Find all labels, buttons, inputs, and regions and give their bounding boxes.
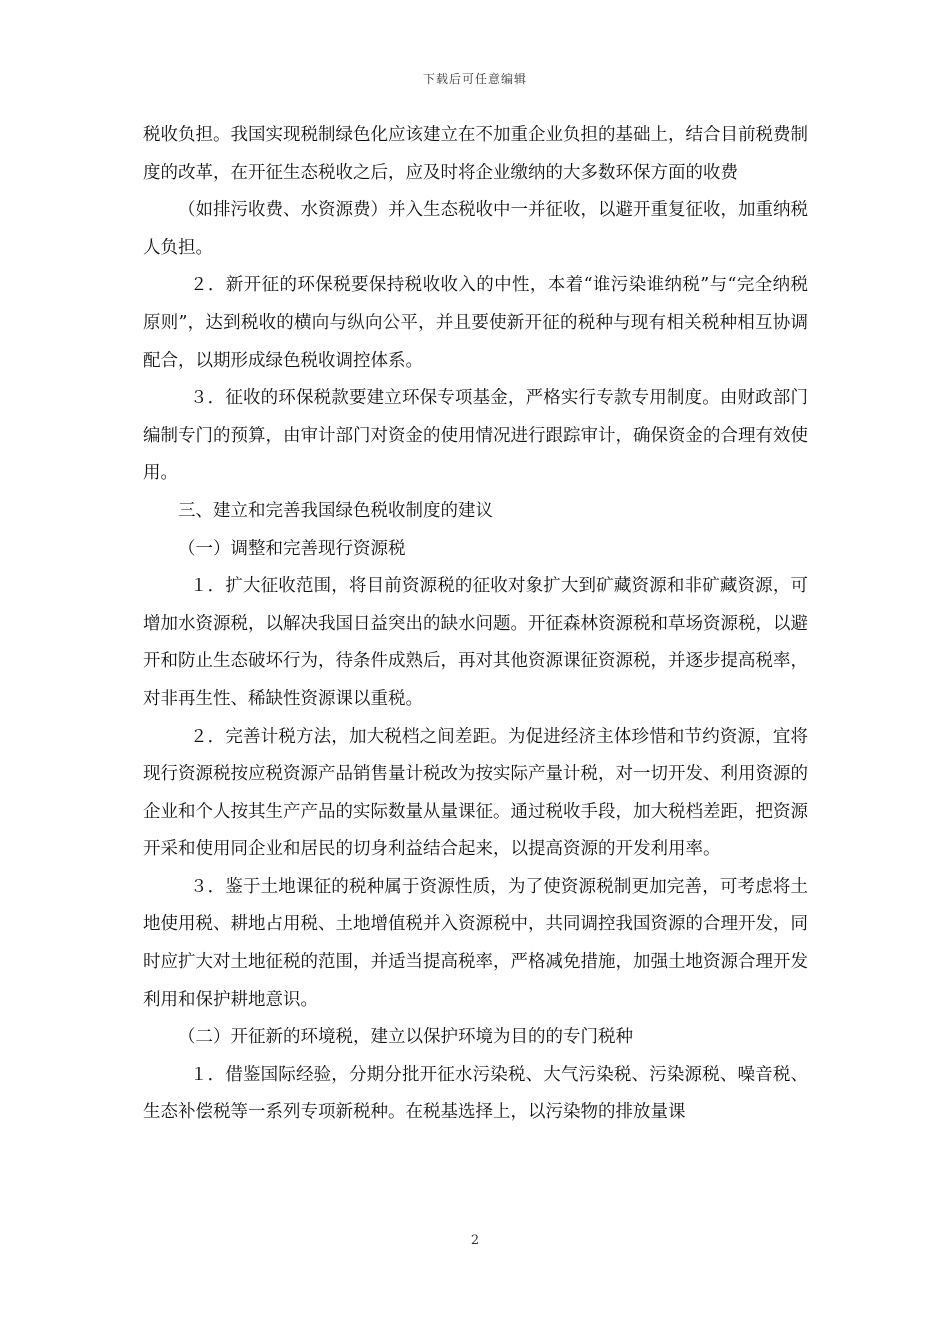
paragraph: ２．完善计税方法，加大税档之间差距。为促进经济主体珍惜和节约资源，宜将现行资源税按应税资源产品销售量计税改为按实际产量计税，对一切开发、利用资源的企业和个人按其生产产品的实际数量从量课征。通过税收手段，加大税档差距，把资源开采和使用同企业和居民的切身利益结合起来，以提高资源的开发利用率。 <box>143 726 808 860</box>
section-heading: 三、建立和完善我国绿色税收制度的建议 <box>178 500 493 521</box>
page-number: 2 <box>470 1233 480 1248</box>
subsection-heading: （二）开征新的环境税，建立以保护环境为目的的专门税种 <box>178 1027 633 1048</box>
paragraph: ３．征收的环保税款要建立环保专项基金，严格实行专款专用制度。由财政部门编制专门的预算，由审计部门对资金的使用情况进行跟踪审计，确保资金的合理有效使用。 <box>143 388 808 484</box>
subsection-heading: （一）调整和完善现行资源税 <box>178 538 406 559</box>
paragraph: （如排污收费、水资源费）并入生态税收中一并征收，以避开重复征收，加重纳税人负担。 <box>143 200 808 258</box>
page-header: 下载后可任意编辑 <box>422 72 527 86</box>
document-body <box>143 117 808 1132</box>
paragraph: ２．新开征的环保税要保持税收收入的中性，本着“谁污染谁纳税”与“完全纳税原则”，达到税收的横向与纵向公平，并且要使新开征的税种与现有相关税种相互协调配合，以期形成绿色税收调控体系。 <box>143 275 808 371</box>
paragraph: １．扩大征收范围，将目前资源税的征收对象扩大到矿藏资源和非矿藏资源，可增加水资源税，以解决我国日益突出的缺水问题。开征森林资源税和草场资源税，以避开和防止生态破坏行为，待条件成熟后，再对其他资源课征资源税，并逐步提高税率，对非再生性、稀缺性资源课以重税。 <box>143 576 808 709</box>
paragraph: １．借鉴国际经验，分期分批开征水污染税、大气污染税、污染源税、噪音税、生态补偿税等一系列专项新税种。在税基选择上，以污染物的排放量课 <box>143 1064 808 1123</box>
paragraph: ３．鉴于土地课征的税种属于资源性质，为了使资源税制更加完善，可考虑将土地使用税、耕地占用税、土地增值税并入资源税中，共同调控我国资源的合理开发，同时应扩大对土地征税的范围，并适当提高税率，严格减免措施，加强土地资源合理开发利用和保护耕地意识。 <box>143 876 808 1010</box>
paragraph: 税收负担。我国实现税制绿色化应该建立在不加重企业负担的基础上，结合目前税费制度的改革，在开征生态税收之后，应及时将企业缴纳的大多数环保方面的收费 <box>143 125 808 183</box>
